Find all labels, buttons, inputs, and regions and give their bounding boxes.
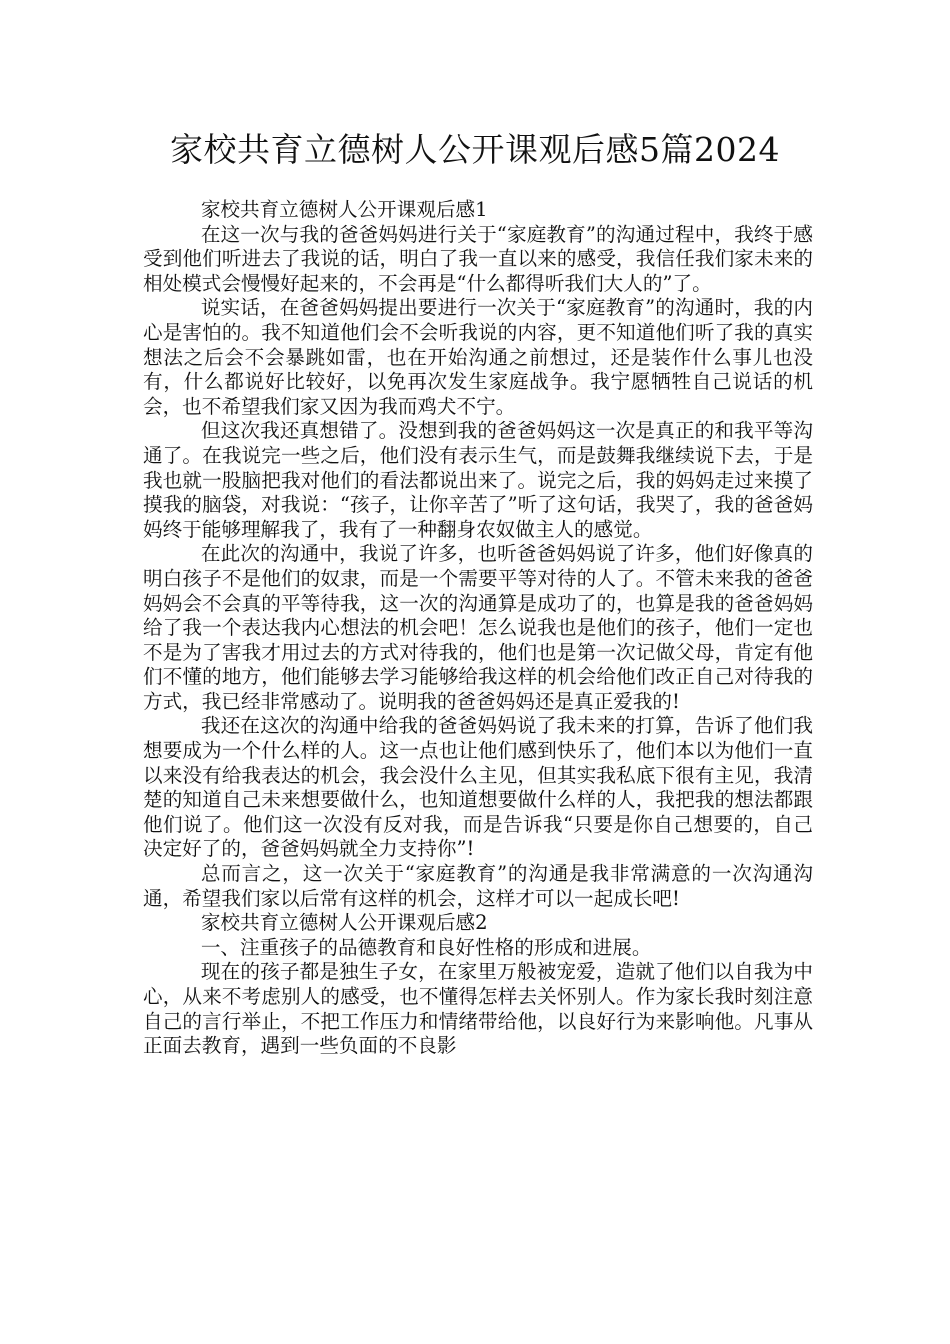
document-title: 家校共育立德树人公开课观后感5篇2024 [170, 130, 780, 169]
paragraph: 我还在这次的沟通中给我的爸爸妈妈说了我未来的打算，告诉了他们我想要成为一个什么样的人。这一点也让他们感到快乐了，他们本以为他们一直以来没有给我表达的机会，我会没什么主见，但其实我私底下很有主见，我清楚的知道自己未来想要做什么，也知道想要做什么样的人，我把我的想法都跟他们说了。他们这一次没有反对我，而是告诉我“只要是你自己想要的，自己决定好了的，爸爸妈妈就全力支持你”! [143, 714, 813, 861]
paragraph: 现在的孩子都是独生子女，在家里万般被宠爱，造就了他们以自我为中心，从来不考虑别人的感受，也不懂得怎样去关怀别人。作为家长我时刻注意自己的言行举止，不把工作压力和情绪带给他，以良好行为来影响他。凡事从正面去教育，遇到一些负面的不良影 [143, 960, 813, 1058]
section-heading-1: 家校共育立德树人公开课观后感1 [200, 198, 488, 221]
paragraph: 在这一次与我的爸爸妈妈进行关于“家庭教育”的沟通过程中，我终于感受到他们听进去了我说的话，明白了我一直以来的感受，我信任我们家未来的相处模式会慢慢好起来的，不会再是“什么都得听我们大人的”了。 [143, 222, 813, 295]
subsection-heading: 一、注重孩子的品德教育和良好性格的形成和进展。 [200, 935, 652, 959]
paragraph: 在此次的沟通中，我说了许多，也听爸爸妈妈说了许多，他们好像真的明白孩子不是他们的奴隶，而是一个需要平等对待的人了。不管未来我的爸爸妈妈会不会真的平等待我，这一次的沟通算是成功了的，也算是我的爸爸妈妈给了我一个表达我内心想法的机会吧！怎么说我也是他们的孩子，他们一定也不是为了害我才用过去的方式对待我的，他们也是第一次记做父母，肯定有他们不懂的地方，他们能够去学习能够给我这样的机会给他们改正自己对待我的方式，我已经非常感动了。说明我的爸爸妈妈还是真正爱我的! [143, 542, 813, 713]
section-heading-2: 家校共育立德树人公开课观后感2 [200, 911, 488, 935]
paragraph: 但这次我还真想错了。没想到我的爸爸妈妈这一次是真正的和我平等沟通了。在我说完一些之后，他们没有表示生气，而是鼓舞我继续说下去，于是我也就一股脑把我对他们的看法都说出来了。说完之后，我的妈妈走过来摸了摸我的脑袋，对我说：“孩子，让你辛苦了”听了这句话，我哭了，我的爸爸妈妈终于能够理解我了，我有了一种翻身农奴做主人的感觉。 [143, 419, 813, 541]
paragraph: 总而言之，这一次关于“家庭教育”的沟通是我非常满意的一次沟通沟通，希望我们家以后常有这样的机会，这样才可以一起成长吧! [143, 862, 813, 910]
paragraph: 说实话，在爸爸妈妈提出要进行一次关于“家庭教育”的沟通时，我的内心是害怕的。我不知道他们会不会听我说的内容，更不知道他们听了我的真实想法之后会不会暴跳如雷，也在开始沟通之前想过，还是装作什么事儿也没有，什么都说好比较好，以免再次发生家庭战争。我宁愿牺牲自己说话的机会，也不希望我们家又因为我而鸡犬不宁。 [143, 296, 813, 418]
document-body [143, 198, 813, 1059]
